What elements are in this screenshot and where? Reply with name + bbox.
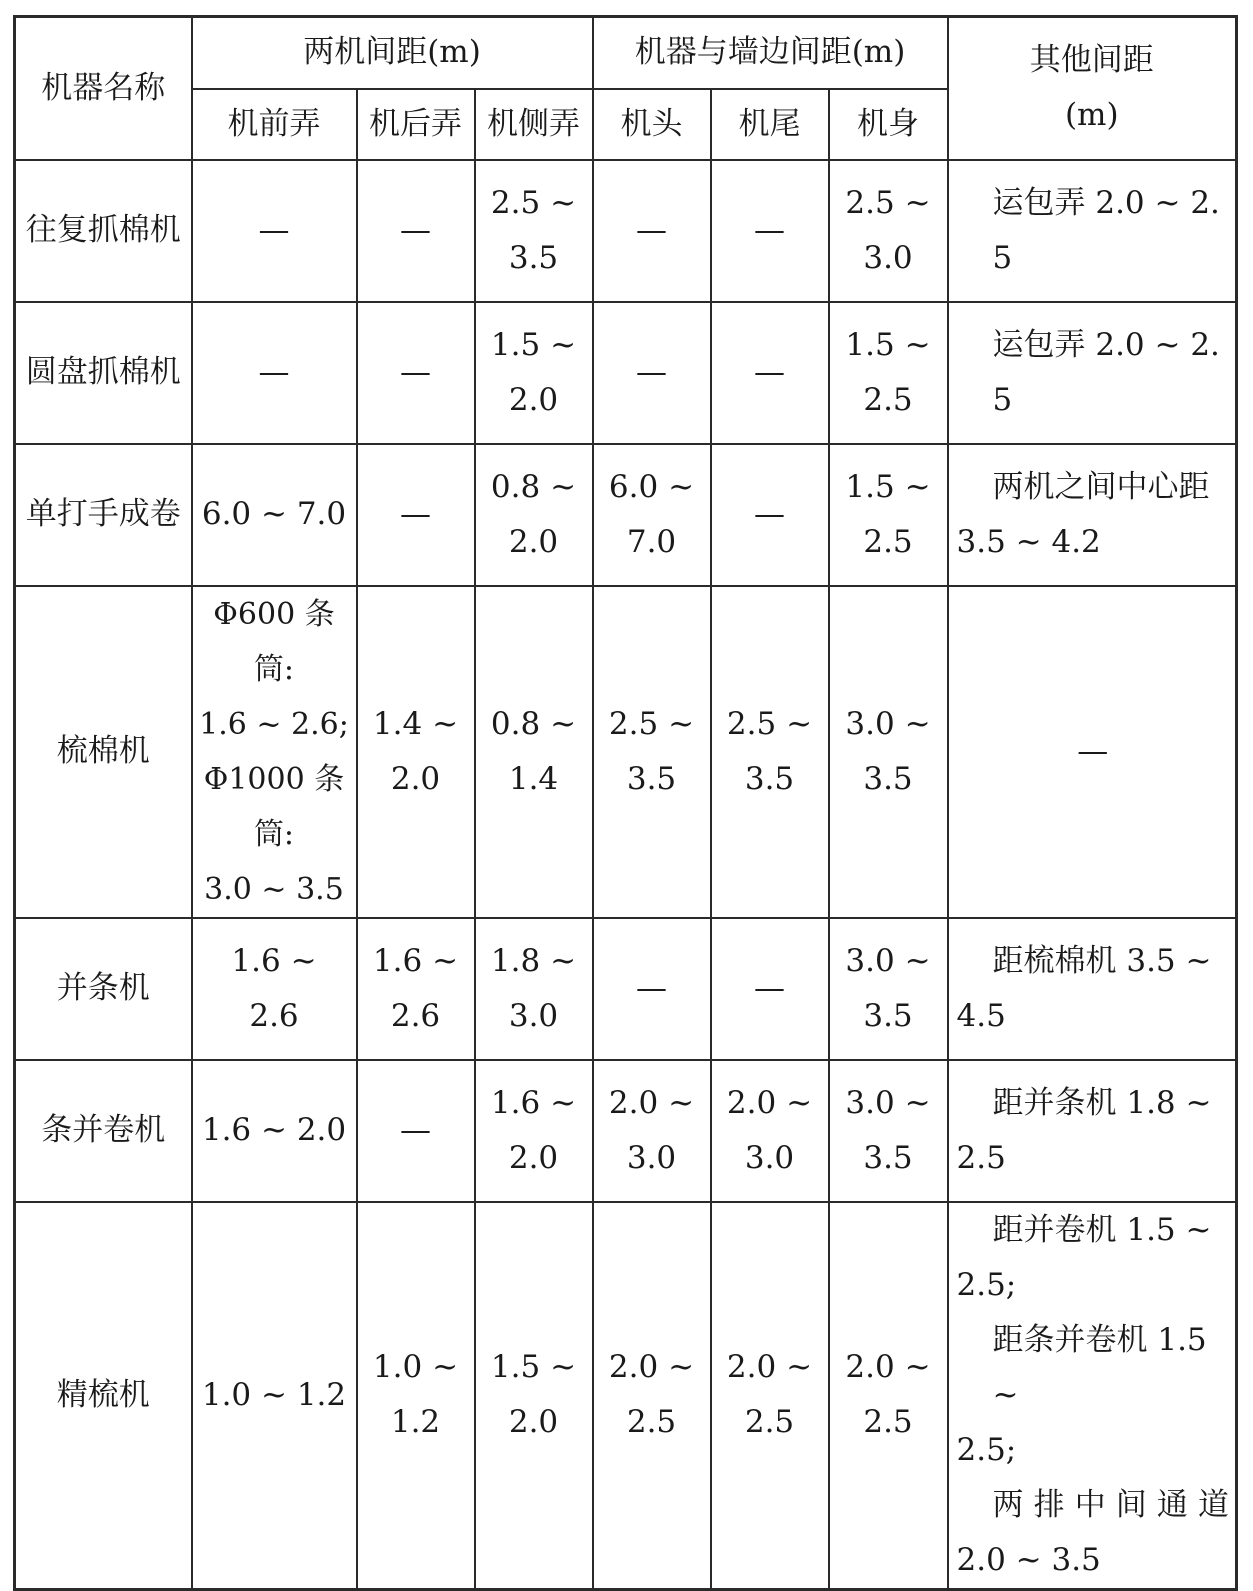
head-cell: 2.0 ~ 3.0	[593, 1060, 711, 1202]
header-front-aisle: 机前弄	[192, 89, 357, 160]
header-machine-name: 机器名称	[15, 17, 192, 160]
side-aisle-cell: 0.8 ~ 2.0	[475, 444, 593, 586]
side-aisle-cell: 2.5 ~ 3.5	[475, 160, 593, 302]
back-aisle-cell: —	[357, 302, 475, 444]
other-spacing-cell: 运包弄 2.0 ~ 2.5	[948, 160, 1237, 302]
head-cell: 2.0 ~ 2.5	[593, 1202, 711, 1590]
front-aisle-cell: —	[192, 160, 357, 302]
header-back-aisle: 机后弄	[357, 89, 475, 160]
other-spacing-cell: —	[948, 586, 1237, 918]
machine-name-cell: 单打手成卷	[15, 444, 192, 586]
tail-cell: 2.0 ~ 2.5	[711, 1202, 829, 1590]
tail-cell: —	[711, 160, 829, 302]
tail-cell: —	[711, 302, 829, 444]
body-cell: 2.0 ~ 2.5	[829, 1202, 948, 1590]
other-spacing-cell: 距并条机 1.8 ~ 2.5	[948, 1060, 1237, 1202]
front-aisle-cell: Φ600 条筒: 1.6 ~ 2.6; Φ1000 条筒: 3.0 ~ 3.5	[192, 586, 357, 918]
table-row	[15, 444, 1237, 586]
body-cell: 3.0 ~ 3.5	[829, 586, 948, 918]
body-cell: 1.5 ~ 2.5	[829, 444, 948, 586]
tail-cell: —	[711, 918, 829, 1060]
side-aisle-cell: 1.6 ~ 2.0	[475, 1060, 593, 1202]
front-aisle-cell: 1.6 ~ 2.0	[192, 1060, 357, 1202]
back-aisle-cell: —	[357, 444, 475, 586]
front-aisle-cell: 1.6 ~ 2.6	[192, 918, 357, 1060]
other-spacing-cell: 距并卷机 1.5 ~ 2.5; 距条并卷机 1.5 ~ 2.5; 两排中间通道 2.0 ~ 3.5	[948, 1202, 1237, 1590]
tail-cell: —	[711, 444, 829, 586]
header-other-spacing-unit: (m)	[1064, 97, 1119, 134]
header-machine-to-wall: 机器与墙边间距(m)	[593, 17, 948, 89]
front-aisle-cell: 6.0 ~ 7.0	[192, 444, 357, 586]
other-spacing-cell: 距梳棉机 3.5 ~ 4.5	[948, 918, 1237, 1060]
side-aisle-cell: 1.5 ~ 2.0	[475, 302, 593, 444]
body-cell: 3.0 ~ 3.5	[829, 1060, 948, 1202]
machine-name-cell: 精梳机	[15, 1202, 192, 1590]
other-spacing-cell: 运包弄 2.0 ~ 2.5	[948, 302, 1237, 444]
body-cell: 3.0 ~ 3.5	[829, 918, 948, 1060]
back-aisle-cell: —	[357, 1060, 475, 1202]
body-cell: 1.5 ~ 2.5	[829, 302, 948, 444]
head-cell: —	[593, 918, 711, 1060]
head-cell: 2.5 ~ 3.5	[593, 586, 711, 918]
machine-name-cell: 往复抓棉机	[15, 160, 192, 302]
back-aisle-cell: —	[357, 160, 475, 302]
table-row	[15, 302, 1237, 444]
side-aisle-cell: 1.8 ~ 3.0	[475, 918, 593, 1060]
table-row	[15, 586, 1237, 918]
tail-cell: 2.5 ~ 3.5	[711, 586, 829, 918]
other-spacing-cell: 两机之间中心距 3.5 ~ 4.2	[948, 444, 1237, 586]
table-row	[15, 918, 1237, 1060]
tail-cell: 2.0 ~ 3.0	[711, 1060, 829, 1202]
front-aisle-cell: 1.0 ~ 1.2	[192, 1202, 357, 1590]
header-machine-head: 机头	[593, 89, 711, 160]
side-aisle-cell: 1.5 ~ 2.0	[475, 1202, 593, 1590]
machine-name-cell: 并条机	[15, 918, 192, 1060]
header-side-aisle: 机侧弄	[475, 89, 593, 160]
head-cell: 6.0 ~ 7.0	[593, 444, 711, 586]
body-cell: 2.5 ~ 3.0	[829, 160, 948, 302]
machine-spacing-table	[13, 15, 1238, 1591]
header-between-machines: 两机间距(m)	[192, 17, 593, 89]
head-cell: —	[593, 160, 711, 302]
table-row	[15, 1202, 1237, 1590]
back-aisle-cell: 1.6 ~ 2.6	[357, 918, 475, 1060]
side-aisle-cell: 0.8 ~ 1.4	[475, 586, 593, 918]
machine-name-cell: 条并卷机	[15, 1060, 192, 1202]
head-cell: —	[593, 302, 711, 444]
table-row	[15, 160, 1237, 302]
header-machine-body: 机身	[829, 89, 948, 160]
header-other-spacing-label: 其他间距	[1029, 42, 1154, 79]
table-row	[15, 1060, 1237, 1202]
front-aisle-cell: —	[192, 302, 357, 444]
back-aisle-cell: 1.0 ~ 1.2	[357, 1202, 475, 1590]
back-aisle-cell: 1.4 ~ 2.0	[357, 586, 475, 918]
machine-name-cell: 梳棉机	[15, 586, 192, 918]
header-machine-tail: 机尾	[711, 89, 829, 160]
machine-name-cell: 圆盘抓棉机	[15, 302, 192, 444]
header-other-spacing	[948, 17, 1237, 160]
